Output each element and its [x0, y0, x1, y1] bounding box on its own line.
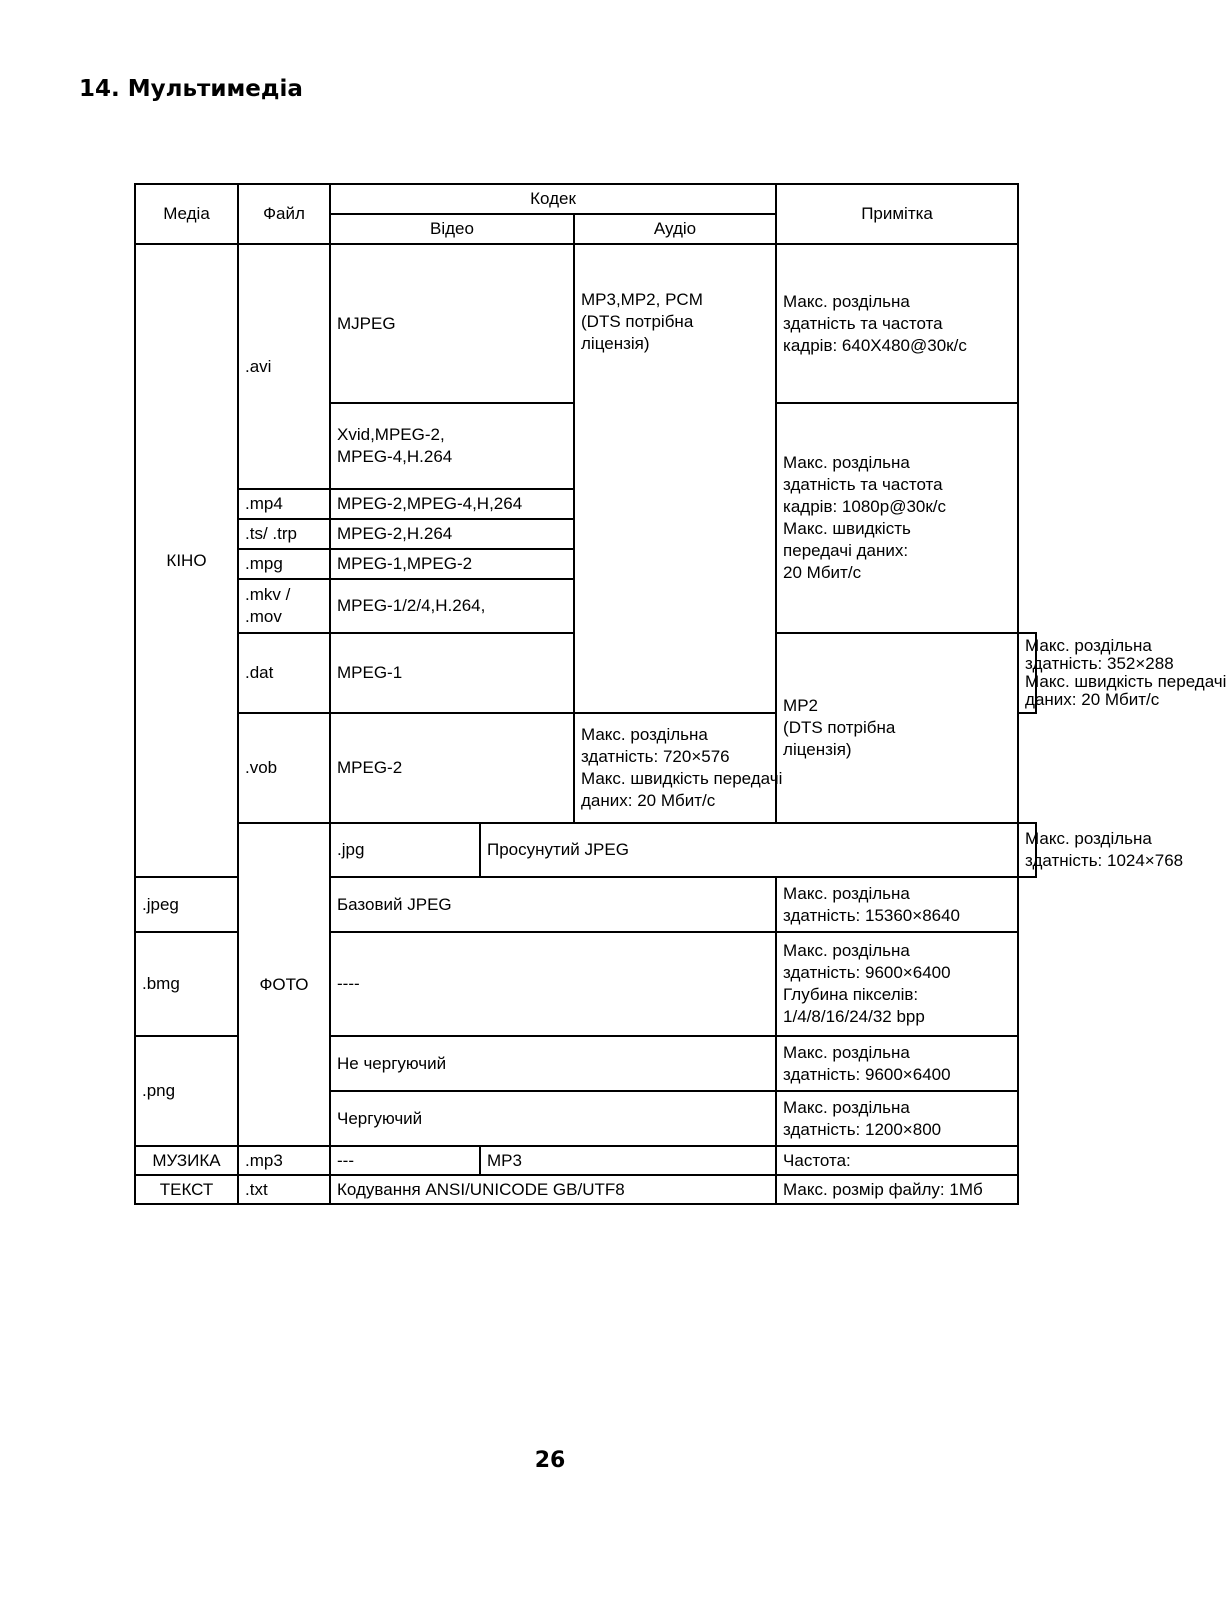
- text-line: здатність: 15360×8640: [783, 905, 961, 925]
- text-line: Макс. роздільна: [783, 941, 910, 960]
- note-vob: [574, 713, 783, 823]
- media-tekst: ТЕКСТ: [135, 1175, 238, 1204]
- text-line: 1/4/8/16/24/32 bpp: [783, 1007, 925, 1026]
- note-bmg: [776, 932, 1018, 1036]
- file-vob: .vob: [238, 713, 330, 823]
- page-number: 26: [534, 1448, 566, 1473]
- header-codec: Кодек: [330, 184, 776, 214]
- text-line: здатність: 1200×800: [783, 1119, 942, 1139]
- note-png-noninterlaced: [776, 1036, 1018, 1091]
- text-line: кадрів: 640X480@30к/с: [783, 335, 967, 355]
- text-line: ліцензія): [783, 740, 852, 759]
- page-title: 14. Мультимедіа: [79, 76, 303, 102]
- note-mjpeg: [776, 244, 1018, 403]
- text-line: Xvid,MPEG-2,: [337, 425, 445, 444]
- text-line: здатність: 720×576: [581, 747, 730, 766]
- text-line: здатність: 352×288: [1025, 654, 1174, 673]
- note-txt: Макс. розмір файлу: 1Мб: [776, 1175, 1018, 1204]
- file-mpg: .mpg: [238, 549, 330, 579]
- text-line: даних: 20 Мбит/с: [1025, 690, 1160, 709]
- video-xvid: [330, 403, 574, 489]
- note-png-interlaced: [776, 1091, 1018, 1146]
- file-mp3: .mp3: [238, 1146, 330, 1175]
- video-mpg: MPEG-1,MPEG-2: [330, 549, 574, 579]
- header-media: Медіа: [135, 184, 238, 244]
- table-row: [135, 1146, 1036, 1175]
- text-line: Глубина пікселів:: [783, 985, 919, 1004]
- file-ts: .ts/ .trp: [238, 519, 330, 549]
- text-line: ліцензія): [581, 334, 650, 353]
- text-line: Макс. роздільна: [783, 291, 910, 311]
- text-line: Макс. роздільна: [783, 883, 910, 903]
- video-dat: MPEG-1: [330, 633, 574, 713]
- header-video: Відео: [330, 214, 574, 244]
- codec-png-interlaced: Чергуючий: [330, 1091, 776, 1146]
- media-foto: ФОТО: [238, 823, 330, 1146]
- file-jpeg: .jpeg: [135, 877, 238, 932]
- text-line: 20 Мбит/с: [783, 563, 862, 582]
- audio-mp3: MP3: [480, 1146, 776, 1175]
- file-avi: .avi: [238, 244, 330, 489]
- text-line: даних: 20 Мбит/с: [581, 791, 716, 810]
- file-png: .png: [135, 1036, 238, 1146]
- text-line: (DTS потрібна: [783, 718, 896, 737]
- file-bmg: .bmg: [135, 932, 238, 1036]
- note-1080p: [776, 403, 1018, 633]
- table-header-row: [135, 184, 1036, 214]
- note-jpg: [1018, 823, 1184, 877]
- text-line: MP3,MP2, PCM: [581, 290, 703, 309]
- text-line: Макс. роздільна: [1025, 636, 1152, 655]
- text-line: .mov: [245, 607, 282, 626]
- codec-jpeg: Базовий JPEG: [330, 877, 776, 932]
- text-line: передачі даних:: [783, 541, 909, 560]
- text-line: Макс. роздільна: [783, 453, 910, 472]
- video-mkv: MPEG-1/2/4,H.264,: [330, 579, 574, 633]
- media-kino: КІНО: [135, 244, 238, 877]
- multimedia-table: [134, 183, 1226, 1205]
- text-line: Макс. швидкість передачі: [1025, 672, 1226, 691]
- header-audio: Аудіо: [574, 214, 776, 244]
- video-mp3: ---: [330, 1146, 480, 1175]
- text-line: здатність та частота: [783, 313, 943, 333]
- video-ts: MPEG-2,H.264: [330, 519, 574, 549]
- media-muzyka: МУЗИКА: [135, 1146, 238, 1175]
- codec-bmg: ----: [330, 932, 776, 1036]
- text-line: здатність: 9600×6400: [783, 1064, 951, 1084]
- note-mp3: Частота:: [776, 1146, 1018, 1175]
- file-jpg: .jpg: [330, 823, 480, 877]
- text-line: здатність: 1024×768: [1025, 851, 1184, 870]
- header-note: Примітка: [776, 184, 1018, 244]
- text-line: MP2: [783, 696, 818, 715]
- codec-png-noninterlaced: Не чергуючий: [330, 1036, 776, 1091]
- text-line: MPEG-4,H.264: [337, 447, 453, 466]
- file-mp4: .mp4: [238, 489, 330, 519]
- text-line: кадрів: 1080p@30к/с: [783, 497, 947, 516]
- note-dat: [1018, 633, 1226, 713]
- text-line: .mkv /: [245, 585, 291, 604]
- audio-mp3-mp2-pcm: [574, 244, 776, 713]
- video-mjpeg: MJPEG: [330, 244, 574, 403]
- file-txt: .txt: [238, 1175, 330, 1204]
- codec-jpg: Просунутий JPEG: [480, 823, 1018, 877]
- note-jpeg: [776, 877, 1018, 932]
- table-row: [135, 1175, 1036, 1204]
- file-dat: .dat: [238, 633, 330, 713]
- text-line: (DTS потрібна: [581, 312, 694, 331]
- file-mkv: [238, 579, 330, 633]
- codec-txt: Кодування ANSI/UNICODE GB/UTF8: [330, 1175, 776, 1204]
- header-file: Файл: [238, 184, 330, 244]
- text-line: Макс. роздільна: [581, 725, 708, 744]
- video-mp4: MPEG-2,MPEG-4,H,264: [330, 489, 574, 519]
- audio-mp2: [776, 633, 1018, 823]
- text-line: Макс. швидкість передачі: [581, 769, 783, 788]
- table-row: [135, 244, 1036, 403]
- text-line: здатність та частота: [783, 475, 943, 494]
- table-row: [135, 823, 1036, 877]
- text-line: Макс. роздільна: [783, 1097, 910, 1117]
- text-line: Макс. швидкість: [783, 519, 911, 538]
- text-line: Макс. роздільна: [783, 1042, 910, 1062]
- text-line: Макс. роздільна: [1025, 829, 1152, 848]
- video-vob: MPEG-2: [330, 713, 574, 823]
- text-line: здатність: 9600×6400: [783, 963, 951, 982]
